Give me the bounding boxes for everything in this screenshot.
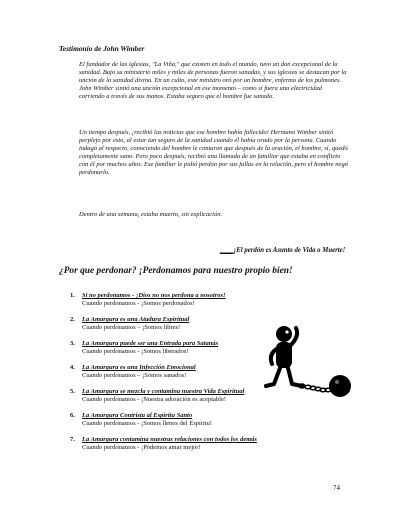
item-title: Si no perdonamos - ¡Dios no nos perdona a nosotros!	[82, 292, 226, 299]
closing-underline: ____	[220, 247, 234, 254]
list-item	[70, 316, 189, 332]
item-number: 7.	[70, 436, 75, 443]
testimony-paragraph-2: Un tiempo después, ¡recibió las noticias que ese hombre había fallecido! Hermano Wimber sintió perplejo por esto, al estar tan seguro de la sanidad cuando él había orado por la persona. Cuando indagó al respecto, conociendo del hombre le contaron que después de la oración, el hombre, sí, quedó completamente sano. Pero poco después, recibió una llamada de un familiar que estaba en conflicto con él por muchos años. Ese familiar le pidió perdón por sus fallas en la relación, pero el hombre negó perdonarlo.	[79, 129, 348, 177]
testimony-paragraph-3: Dentro de una semana, estaba muerto, sin explicación.	[79, 211, 223, 218]
item-number: 3.	[70, 340, 75, 347]
closing-statement	[220, 247, 345, 254]
item-subtext: Cuando perdonamos - ¡Somos perdonados!	[82, 300, 195, 308]
item-subtext: Cuando perdonamos – ¡Somos libres!	[82, 324, 181, 332]
page-number: 74	[333, 484, 340, 492]
item-title: La Amargura puede ser una Entrada para Satanás	[82, 340, 219, 347]
section-title: ¿Por que perdonar? ¡Perdonamos para nuestro propio bien!	[59, 266, 293, 276]
item-number: 2.	[70, 316, 75, 323]
item-number: 4.	[70, 364, 75, 371]
item-subtext: Cuando perdonamos - ¡Somos liberados!	[82, 348, 189, 356]
item-subtext: Cuando perdonamos - ¡Nuestra adoración es aceptable!	[82, 396, 227, 404]
testimony-heading: Testimonio de John Wimber	[59, 44, 145, 53]
item-title: La Amargura se mezcla y contamina nuestra Vida Espiritual	[82, 388, 245, 395]
item-number: 6.	[70, 412, 75, 419]
item-title: La Amargura es una Atadura Espiritual	[82, 316, 190, 323]
item-title: La Amargura contamina nuestras relaciones con todos los demás	[82, 436, 257, 443]
item-title: La Amargura Contrista al Espíritu Santo	[82, 412, 193, 419]
ball-and-chain-figure-icon	[258, 324, 354, 406]
list-item	[70, 340, 218, 356]
list-item	[70, 292, 226, 308]
item-title: La Amargura es una Infección Emocional	[82, 364, 196, 371]
list-item	[70, 388, 244, 404]
closing-text: ¡El perdón es Asunto de Vida o Muerte!	[233, 247, 346, 254]
item-subtext: Cuando perdonamos - ¡Somos llenos del Espíritu!	[82, 420, 212, 428]
item-subtext: Cuando perdonamos – ¡Somos sanados!	[82, 372, 187, 380]
list-item	[70, 436, 257, 452]
list-item	[70, 412, 212, 428]
item-subtext: Cuando perdonamos - ¡Podemos amar mejor!	[82, 444, 201, 452]
testimony-paragraph-1: El fundador de las iglesias, "La Viña," que existen en todo el mundo, tuvo un don excepcional de la sanidad. Bajo su ministerio miles y miles de personas fueron sanadas, y sus iglesias se destacan por la unción de la sanidad divina. En un culto, este ministro oró por un hombre, enfermo de los pulmones. John Wimber sintió una unción excepcional en ese momento – como si fuera una electricidad corriendo a través de sus manos. Estaba seguro que el hombre fue sanado.	[79, 61, 347, 101]
item-number: 5.	[70, 388, 75, 395]
list-item	[70, 364, 196, 380]
item-number: 1.	[70, 292, 75, 299]
